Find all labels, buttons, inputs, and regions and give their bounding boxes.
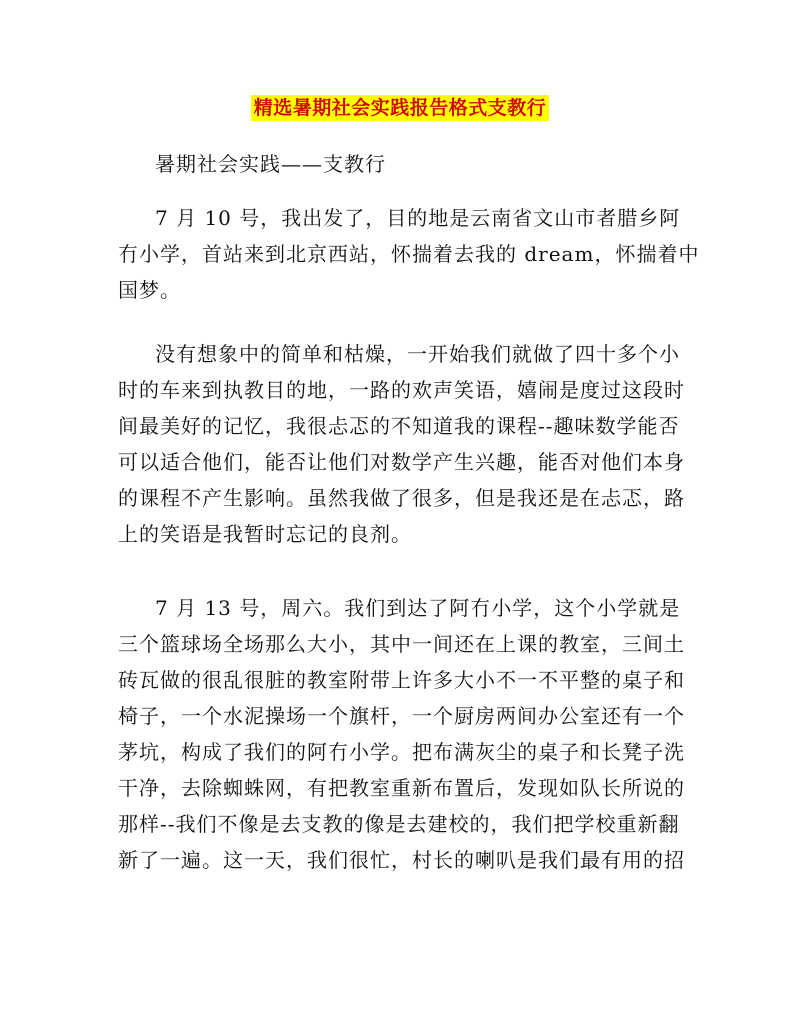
paragraph-line: 可以适合他们，能否让他们对数学产生兴趣，能否对他们本身 (118, 450, 685, 474)
document-subtitle: 暑期社会实践——支教行 (155, 152, 386, 176)
paragraph-line: 砖瓦做的很乱很脏的教室附带上许多大小不一不平整的桌子和 (118, 668, 685, 692)
paragraph-2 (118, 336, 693, 552)
paragraph-line: 椅子，一个水泥操场一个旗杆，一个厨房两间办公室还有一个 (118, 704, 685, 728)
paragraph-line: 干净，去除蜘蛛网，有把教室重新布置后，发现如队长所说的 (118, 776, 685, 800)
paragraph-line: 没有想象中的简单和枯燥，一开始我们就做了四十多个小 (155, 342, 680, 366)
document-title: 精选暑期社会实践报告格式支教行 (251, 95, 550, 121)
paragraph-line: 那样--我们不像是去支教的像是去建校的，我们把学校重新翻 (118, 812, 680, 836)
paragraph-line: 新了一遍。这一天，我们很忙，村长的喇叭是我们最有用的招 (118, 848, 685, 872)
paragraph-line: 7 月 10 号，我出发了，目的地是云南省文山市者腊乡阿 (155, 206, 681, 230)
paragraph-line: 7 月 13 号，周六。我们到达了阿冇小学，这个小学就是 (155, 596, 681, 620)
paragraph-line: 冇小学，首站来到北京西站，怀揣着去我的 dream，怀揣着中 (118, 242, 700, 266)
paragraph-3 (118, 590, 693, 878)
paragraph-line: 三个篮球场全场那么大小，其中一间还在上课的教室，三间土 (118, 632, 685, 656)
title-container (0, 95, 800, 121)
paragraph-line: 上的笑语是我暂时忘记的良剂。 (118, 522, 412, 546)
paragraph-line: 国梦。 (118, 278, 181, 302)
paragraph-line: 时的车来到执教目的地，一路的欢声笑语，嬉闹是度过这段时 (118, 378, 685, 402)
paragraph-1 (118, 200, 700, 308)
paragraph-line: 间最美好的记忆，我很忐忑的不知道我的课程--趣味数学能否 (118, 414, 680, 438)
paragraph-line: 茅坑，构成了我们的阿冇小学。把布满灰尘的桌子和长凳子洗 (118, 740, 685, 764)
paragraph-line: 的课程不产生影响。虽然我做了很多，但是我还是在忐忑，路 (118, 486, 685, 510)
